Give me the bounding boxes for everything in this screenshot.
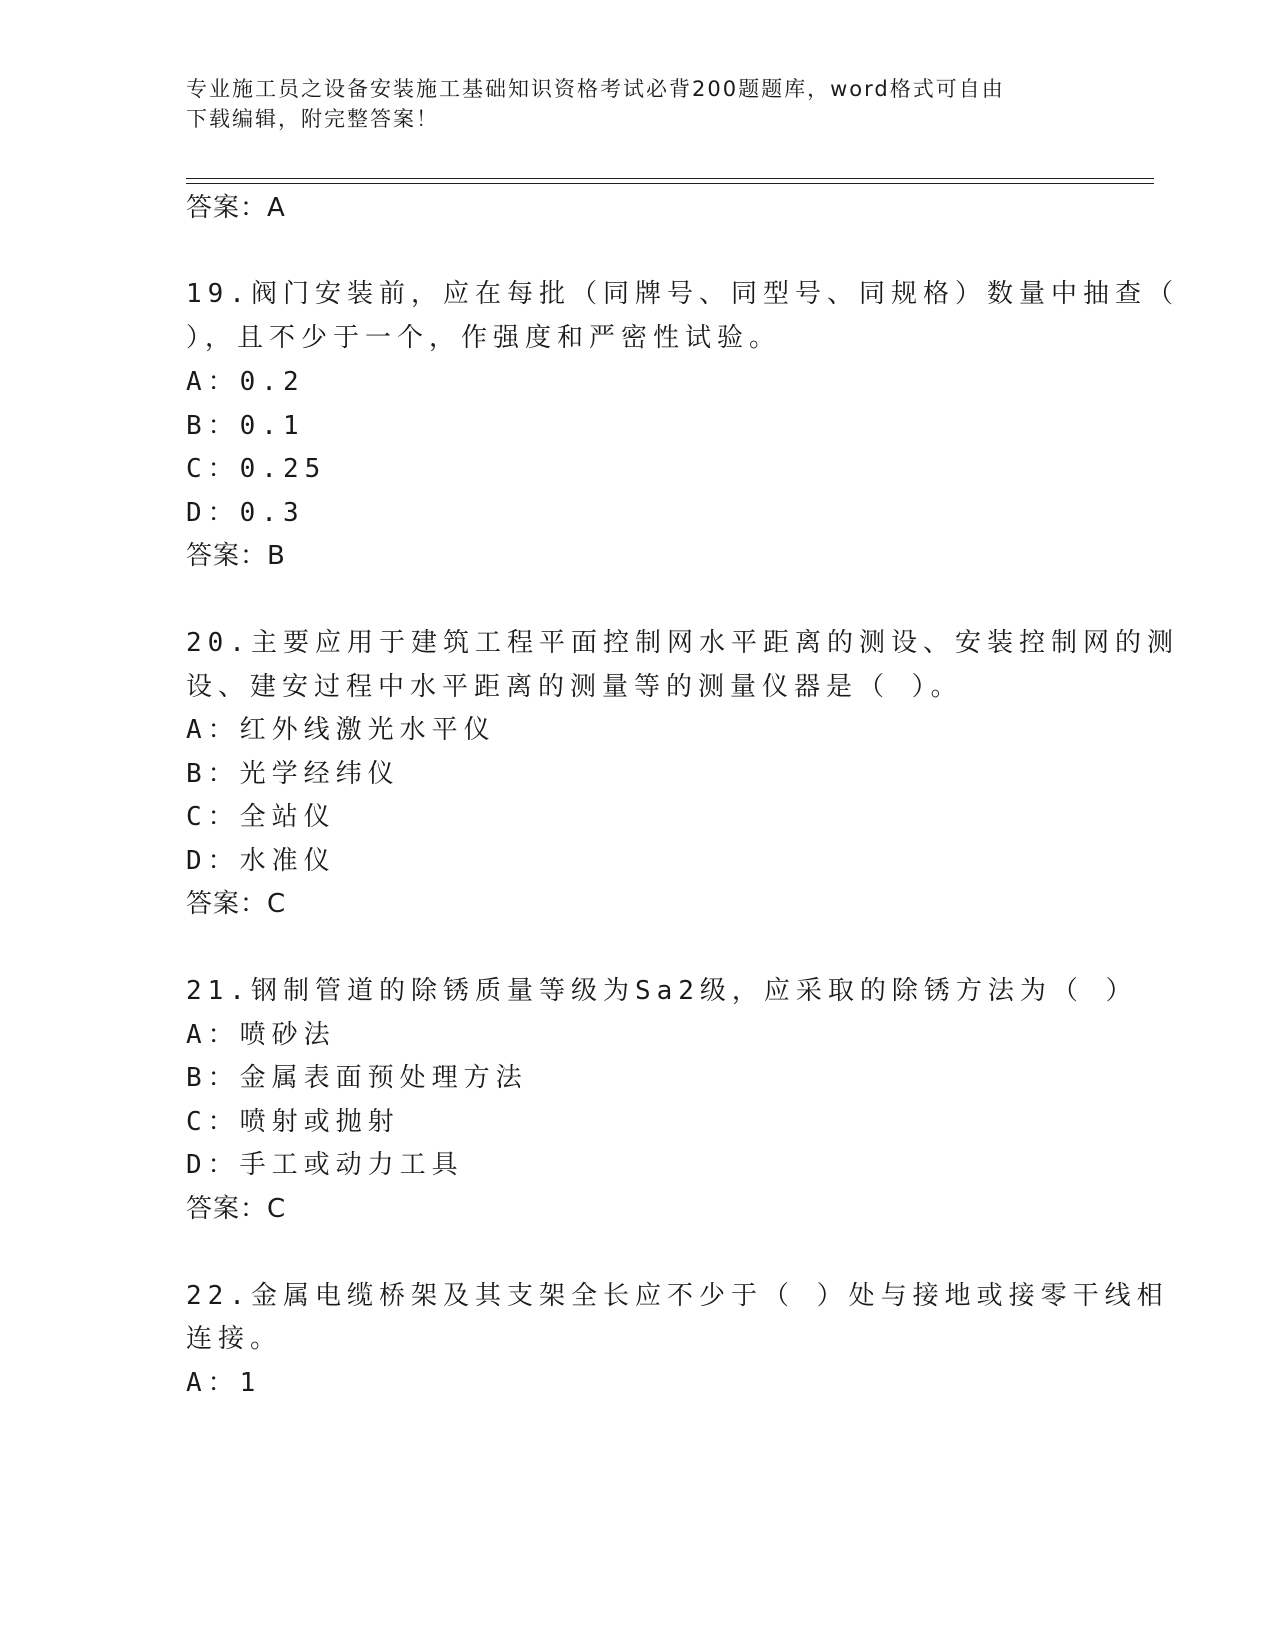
question-20-answer: 答案：C [186, 889, 287, 919]
document-header [186, 74, 1066, 134]
question-20-line-1: 20.主要应用于建筑工程平面控制网水平距离的测设、安装控制网的测 [186, 628, 1179, 658]
question-19-line-2: ），且不少于一个，作强度和严密性试验。 [186, 323, 782, 353]
question-19-line-1: 19.阀门安装前，应在每批（同牌号、同型号、同规格）数量中抽查（ [186, 279, 1179, 309]
answer-18: 答案：A [186, 193, 286, 223]
question-19-answer: 答案：B [186, 541, 286, 571]
question-20-option-a: A：红外线激光水平仪 [186, 715, 496, 745]
question-21-option-c: C：喷射或抛射 [186, 1107, 400, 1137]
question-22-line-2: 连接。 [186, 1324, 283, 1354]
header-line-1: 专业施工员之设备安装施工基础知识资格考试必背200题题库，word格式可自由 [186, 77, 1005, 101]
question-21-option-b: B：金属表面预处理方法 [186, 1063, 528, 1093]
question-22-option-a: A：1 [186, 1368, 262, 1398]
question-19-option-b: B：0.1 [186, 411, 305, 441]
question-22-line-1: 22.金属电缆桥架及其支架全长应不少于（ ）处与接地或接零干线相 [186, 1281, 1169, 1311]
question-19-option-c: C：0.25 [186, 454, 327, 484]
question-19-option-a: A：0.2 [186, 367, 305, 397]
question-21-answer: 答案：C [186, 1194, 287, 1224]
question-21-line-1: 21.钢制管道的除锈质量等级为Sa2级，应采取的除锈方法为（ ） [186, 976, 1138, 1006]
header-rule [186, 178, 1154, 184]
question-19-option-d: D：0.3 [186, 498, 305, 528]
question-20-option-b: B：光学经纬仪 [186, 759, 400, 789]
header-line-2: 下载编辑，附完整答案！ [186, 107, 439, 131]
question-21-option-a: A：喷砂法 [186, 1020, 336, 1050]
question-21-option-d: D：手工或动力工具 [186, 1150, 464, 1180]
question-20-line-2: 设、建安过程中水平距离的测量等的测量仪器是（ ）。 [186, 672, 963, 702]
question-20-option-d: D：水准仪 [186, 846, 336, 876]
question-20-option-c: C：全站仪 [186, 802, 336, 832]
